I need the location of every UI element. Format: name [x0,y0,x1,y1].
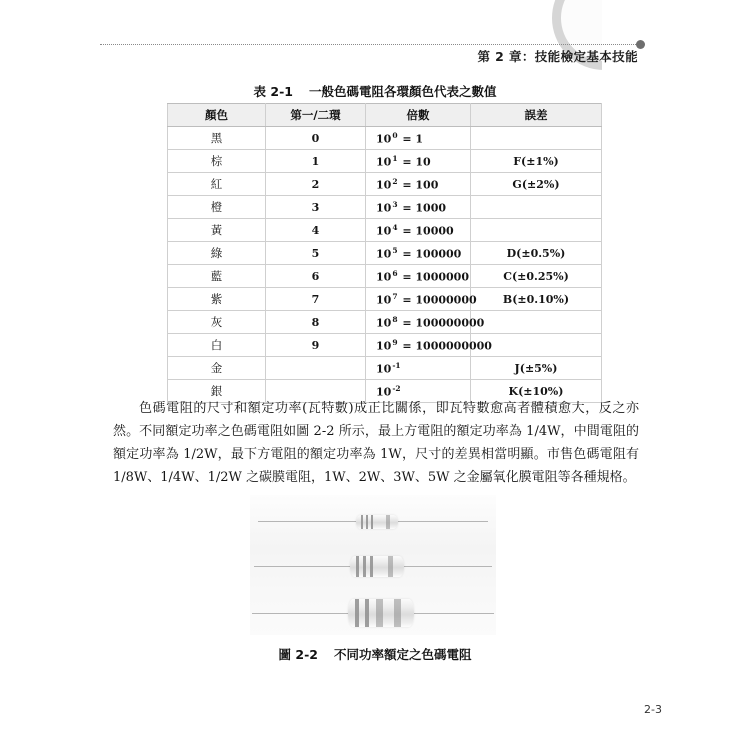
multiplier-exponent: -1 [392,360,401,370]
resistor-half-watt [250,555,496,579]
cell-tolerance [471,196,602,219]
table-header-row [168,104,602,127]
multiplier-exponent: 1 [392,153,398,163]
color-band [386,515,390,529]
cell-tolerance: B(±0.10%) [471,288,602,311]
cell-multiplier [366,219,471,242]
color-band [371,515,373,529]
multiplier-base: 10 [376,247,392,261]
multiplier-exponent: 0 [392,130,398,140]
cell-digit: 0 [266,127,366,150]
multiplier-value: = 1000000 [398,270,469,284]
multiplier-base: 10 [376,316,392,330]
cell-digit: 7 [266,288,366,311]
cell-multiplier [366,311,485,334]
column-header-color: 顏色 [168,104,266,127]
multiplier-base: 10 [376,293,392,307]
cell-digit: 1 [266,150,366,173]
multiplier-value: = 1000000000 [398,339,492,353]
multiplier-value: = 100 [398,178,439,192]
table-row [168,242,602,265]
color-band [366,515,368,529]
cell-color: 金 [168,357,266,380]
cell-tolerance: F(±1%) [471,150,602,173]
table-row [168,357,602,380]
cell-color: 紅 [168,173,266,196]
page-number: 2-3 [644,703,662,716]
table-row [168,150,602,173]
color-band [356,556,359,577]
cell-tolerance: K(±10%) [471,380,602,403]
multiplier-value: = 10000 [398,224,454,238]
table-row [168,288,602,311]
multiplier-value: = 10000000 [398,293,477,307]
color-band [388,556,393,577]
multiplier-value: = 1000 [398,201,447,215]
multiplier-exponent: 8 [392,314,398,324]
cell-digit: 4 [266,219,366,242]
column-header-tolerance: 誤差 [471,104,602,127]
cell-color: 銀 [168,380,266,403]
table-caption-text: 一般色碼電阻各環顏色代表之數值 [308,84,497,99]
header-dotted-rule [100,44,640,45]
cell-color: 黑 [168,127,266,150]
resistor-body [348,599,414,627]
table-row [168,196,602,219]
multiplier-value: = 100000 [398,247,462,261]
multiplier-base: 10 [376,201,392,215]
cell-tolerance [471,311,602,334]
multiplier-exponent: 6 [392,268,398,278]
color-band [361,515,363,529]
resistor-quarter-watt [250,513,496,531]
figure-caption-text: 不同功率額定之色碼電阻 [333,647,472,662]
cell-digit: 9 [266,334,366,357]
cell-tolerance: J(±5%) [471,357,602,380]
cell-digit: 6 [266,265,366,288]
multiplier-base: 10 [376,385,392,399]
cell-multiplier [366,334,492,357]
color-band [363,556,366,577]
table-row [168,173,602,196]
cell-multiplier [366,150,471,173]
resistor-body [350,556,404,577]
resistor-one-watt [250,599,496,629]
cell-color: 黃 [168,219,266,242]
cell-digit: 3 [266,196,366,219]
multiplier-exponent: 3 [392,199,398,209]
color-band [365,599,369,627]
resistor-body [356,515,398,529]
multiplier-exponent: 9 [392,337,398,347]
multiplier-base: 10 [376,270,392,284]
cell-digit: 5 [266,242,366,265]
multiplier-base: 10 [376,178,392,192]
page-header [0,0,750,95]
chapter-title: 第 2 章：技能檢定基本技能 [477,49,638,64]
multiplier-value: = 1 [398,132,424,146]
table-row [168,311,602,334]
cell-digit: 2 [266,173,366,196]
figure-caption-number: 圖 2-2 [278,647,318,662]
table-row [168,265,602,288]
cell-digit: 8 [266,311,366,334]
cell-multiplier [366,288,477,311]
table-caption [0,82,750,100]
cell-color: 紫 [168,288,266,311]
multiplier-value: = 10 [398,155,431,169]
multiplier-base: 10 [376,362,392,376]
multiplier-exponent: -2 [392,383,401,393]
cell-tolerance [471,127,602,150]
multiplier-base: 10 [376,155,392,169]
resistor-color-code-table [167,103,602,403]
cell-color: 橙 [168,196,266,219]
color-band [376,599,383,627]
cell-color: 藍 [168,265,266,288]
cell-multiplier [366,357,471,380]
table-caption-number: 表 2-1 [253,84,293,99]
table-row [168,127,602,150]
multiplier-base: 10 [376,224,392,238]
cell-multiplier [366,265,471,288]
table-body [168,127,602,403]
cell-digit [266,357,366,380]
multiplier-base: 10 [376,132,392,146]
cell-tolerance: G(±2%) [471,173,602,196]
multiplier-base: 10 [376,339,392,353]
color-band [355,599,359,627]
figure-caption [0,645,750,663]
cell-multiplier [366,173,471,196]
multiplier-value: = 100000000 [398,316,485,330]
cell-color: 白 [168,334,266,357]
cell-multiplier [366,196,471,219]
color-band [394,599,401,627]
column-header-multiplier: 倍數 [366,104,471,127]
multiplier-exponent: 5 [392,245,398,255]
column-header-digit: 第一/二環 [266,104,366,127]
cell-tolerance [471,219,602,242]
cell-multiplier [366,127,471,150]
cell-tolerance: C(±0.25%) [471,265,602,288]
table-row [168,334,602,357]
table-row [168,219,602,242]
cell-color: 灰 [168,311,266,334]
cell-color: 棕 [168,150,266,173]
resistor-photo-image [250,495,496,635]
cell-tolerance: D(±0.5%) [471,242,602,265]
multiplier-exponent: 2 [392,176,398,186]
multiplier-exponent: 7 [392,291,398,301]
color-band [370,556,373,577]
resistor-photo [250,495,496,635]
body-paragraph: 色碼電阻的尺寸和額定功率(瓦特數)成正比關係，即瓦特數愈高者體積愈大，反之亦然。不同額定功率之色碼電阻如圖 2-2 所示，最上方電阻的額定功率為 1/4W，中間電阻的額定功率為 1/2W，最下方電阻的額定功率為 1W，尺寸的差異相當明顯。市售色碼電阻有 1/8W、1/4W、1/2W 之碳膜電阻，1W、2W、3W、5W 之金屬氧化膜電阻等各種規格。 [113,401,639,485]
cell-multiplier [366,242,471,265]
cell-color: 綠 [168,242,266,265]
multiplier-exponent: 4 [392,222,398,232]
